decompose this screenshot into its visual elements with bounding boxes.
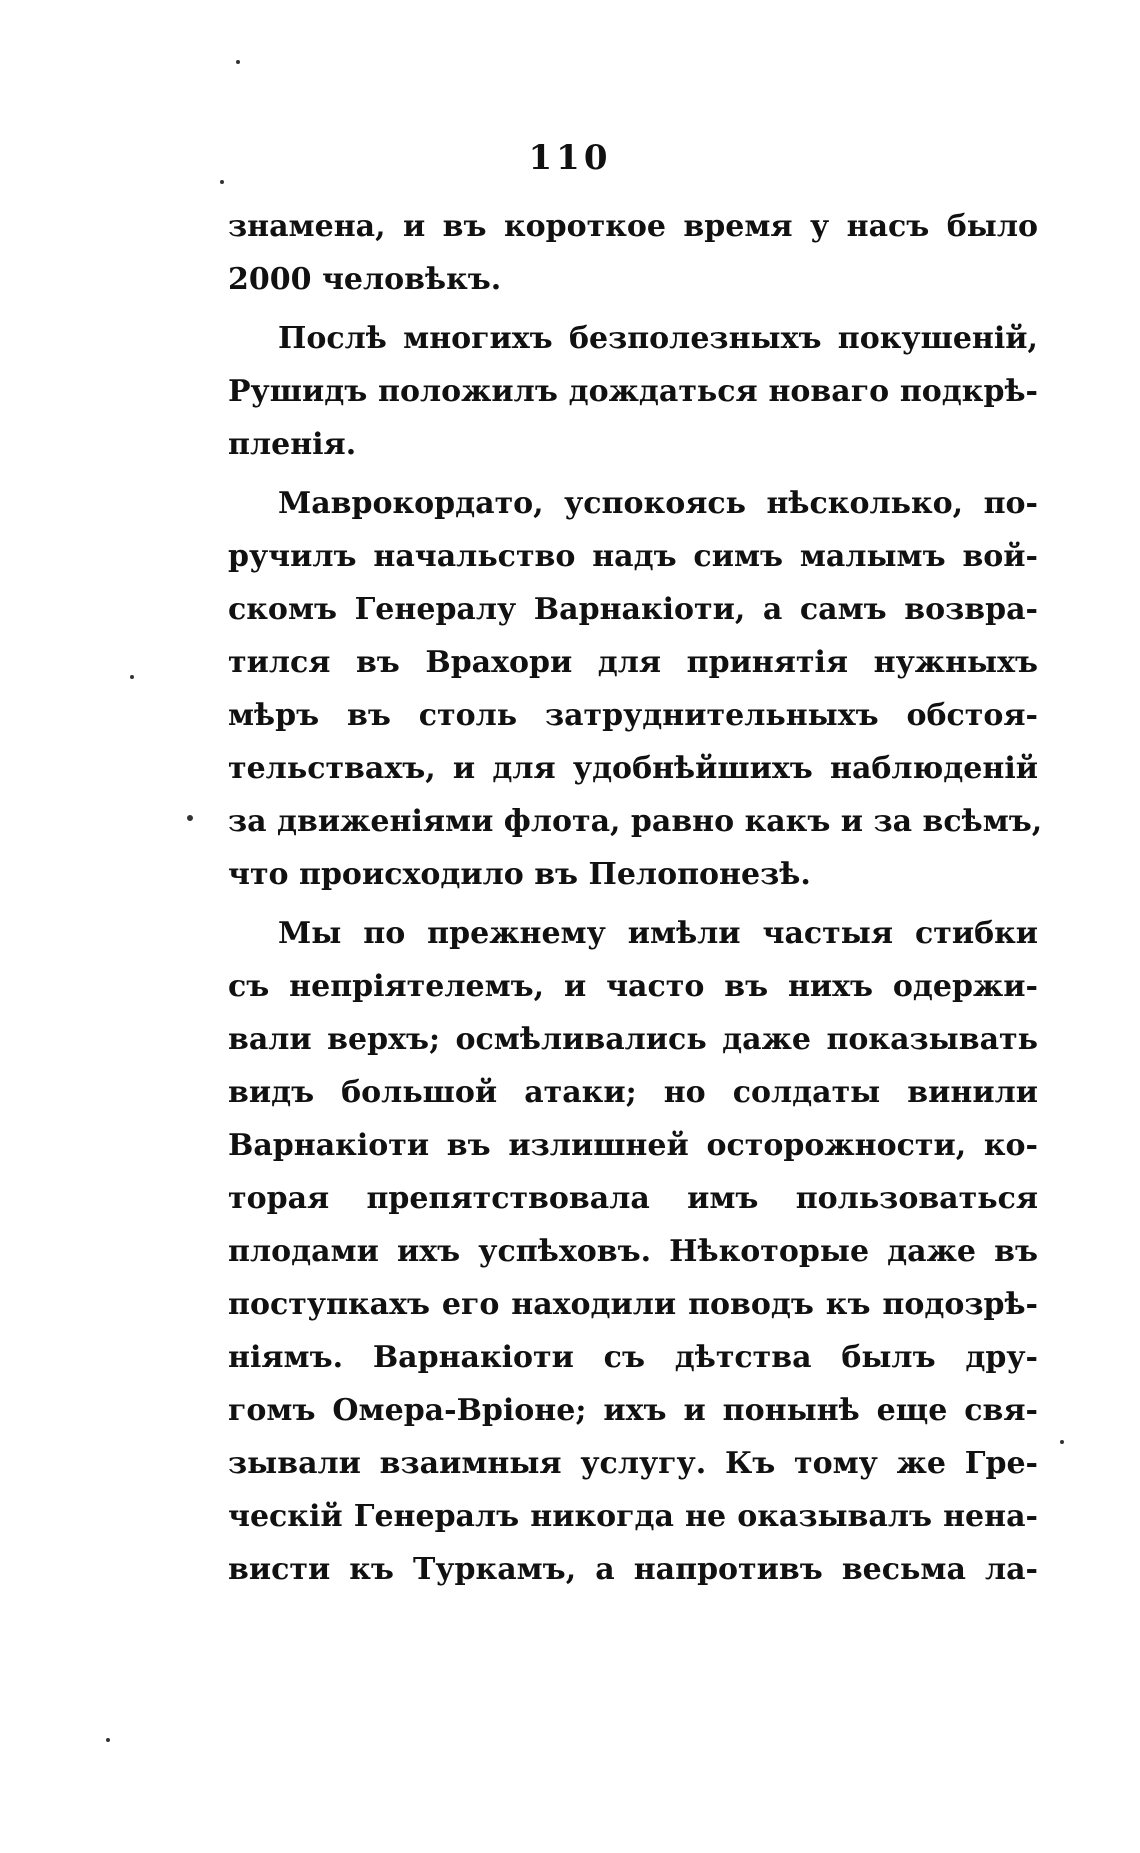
paragraph-4 bbox=[228, 907, 1038, 1596]
text-line: скомъ Генералу Варнакіоти, а самъ возвра- bbox=[228, 592, 1038, 627]
scan-speck bbox=[187, 815, 193, 821]
text-line: тельствахъ, и для удобнѣйшихъ наблюденій bbox=[228, 751, 1038, 786]
text-line: ручилъ начальство надъ симъ малымъ вой- bbox=[228, 539, 1038, 574]
scan-speck bbox=[106, 1738, 110, 1742]
body-text bbox=[228, 200, 1043, 1602]
scan-speck bbox=[130, 675, 134, 679]
text-line: Варнакіоти въ излишней осторожности, ко- bbox=[228, 1128, 1038, 1163]
text-line: мѣръ въ столь затруднительныхъ обстоя- bbox=[228, 698, 1038, 733]
text-line: ческій Генералъ никогда не оказывалъ нена- bbox=[228, 1499, 1038, 1534]
text-line: висти къ Туркамъ, а напротивъ весьма ла- bbox=[228, 1552, 1038, 1587]
text-line: вали верхъ; осмѣливались даже показывать bbox=[228, 1022, 1038, 1057]
scan-speck bbox=[220, 180, 224, 184]
text-line: Маврокордато, успокоясь нѣсколько, по- bbox=[278, 486, 1038, 521]
paragraph-3 bbox=[228, 477, 1043, 901]
text-line: зывали взаимныя услугу. Къ тому же Гре- bbox=[228, 1446, 1038, 1481]
paragraph-2 bbox=[228, 312, 1038, 471]
scan-speck bbox=[1060, 1440, 1064, 1444]
text-line: поступкахъ его находили поводъ къ подозрѣ- bbox=[228, 1287, 1038, 1322]
text-line: знамена, и въ короткое время у насъ было bbox=[228, 209, 1038, 244]
text-line: тился въ Врахори для принятія нужныхъ bbox=[228, 645, 1038, 680]
text-line: Мы по прежнему имѣли частыя стибки bbox=[278, 916, 1038, 951]
text-line: съ непріятелемъ, и часто въ нихъ одержи- bbox=[228, 969, 1038, 1004]
text-line: за движеніями флота, равно какъ и за всѣмъ, bbox=[228, 804, 1043, 839]
page-number: 110 bbox=[528, 138, 612, 178]
text-line: гомъ Омера-Вріоне; ихъ и понынѣ еще свя- bbox=[228, 1393, 1038, 1428]
paragraph-1 bbox=[228, 200, 1038, 306]
scan-speck bbox=[236, 60, 240, 64]
text-line: плодами ихъ успѣховъ. Нѣкоторые даже въ bbox=[228, 1234, 1038, 1269]
text-line: Рушидъ положилъ дождаться новаго подкрѣ- bbox=[228, 374, 1038, 409]
text-line: что происходило въ Пелопонезѣ. bbox=[228, 857, 811, 892]
text-line: ніямъ. Варнакіоти съ дѣтства былъ дру- bbox=[228, 1340, 1038, 1375]
text-line: торая препятствовала имъ пользоваться bbox=[228, 1181, 1038, 1216]
text-line: видъ большой атаки; но солдаты винили bbox=[228, 1075, 1038, 1110]
text-line: пленія. bbox=[228, 427, 357, 462]
text-line: Послѣ многихъ безполезныхъ покушеній, bbox=[278, 321, 1038, 356]
text-line: 2000 человѣкъ. bbox=[228, 262, 502, 297]
